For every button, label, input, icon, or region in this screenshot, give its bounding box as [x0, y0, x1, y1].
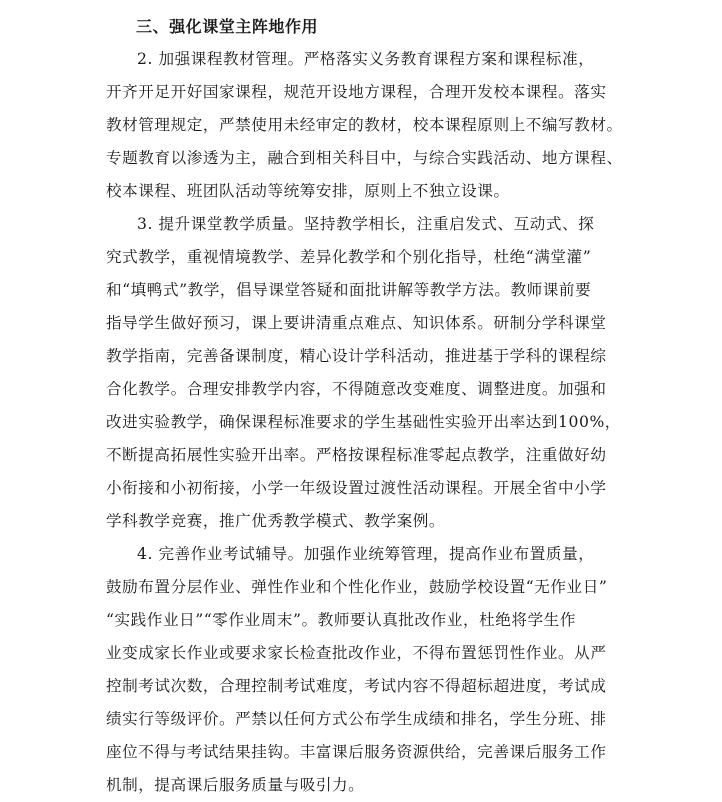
paragraph-line: 不断提高拓展性实验开出率。严格按课程标准零起点教学，注重做好幼 [106, 446, 607, 464]
paragraph-line: 控制考试次数，合理控制考试难度，考试内容不得超标超进度，考试成 [106, 677, 607, 695]
paragraph-4 [106, 538, 628, 802]
paragraph-line: 3. 提升课堂教学质量。坚持教学相长，注重启发式、互动式、探 [137, 215, 595, 233]
paragraph-2 [106, 43, 628, 208]
document-body [106, 10, 628, 802]
paragraph-line: 指导学生做好预习，课上要讲清重点难点、知识体系。研制分学科课堂 [106, 314, 607, 332]
paragraph-line: 机制，提高课后服务质量与吸引力。 [106, 776, 365, 794]
paragraph-line: 小衔接和小初衔接，小学一年级设置过渡性活动课程。开展全省中小学 [106, 479, 607, 497]
paragraph-line: 业变成家长作业或要求家长检查批改作业，不得布置惩罚性作业。从严 [106, 644, 607, 662]
paragraph-line: 鼓励布置分层作业、弹性作业和个性化作业，鼓励学校设置“无作业日” [106, 578, 608, 596]
paragraph-line: 座位不得与考试结果挂钩。丰富课后服务资源供给，完善课后服务工作 [106, 743, 607, 761]
paragraph-line: 学科教学竞赛，推广优秀教学模式、教学案例。 [106, 512, 446, 530]
paragraph-line: 教学指南，完善备课制度，精心设计学科活动，推进基于学科的课程综 [106, 347, 607, 365]
paragraph-line: 4. 完善作业考试辅导。加强作业统筹管理，提高作业布置质量， [137, 545, 595, 563]
paragraph-line: 和“填鸭式”教学，倡导课堂答疑和面批讲解等教学方法。教师课前要 [106, 281, 592, 299]
paragraph-3 [106, 208, 628, 538]
paragraph-line: 2. 加强课程教材管理。严格落实义务教育课程方案和课程标准， [137, 50, 595, 68]
paragraph-line: 绩实行等级评价。严禁以任何方式公布学生成绩和排名，学生分班、排 [106, 710, 607, 728]
paragraph-line: 究式教学，重视情境教学、差异化教学和个别化指导，杜绝“满堂灌” [106, 248, 592, 266]
paragraph-line: 专题教育以渗透为主，融合到相关科目中，与综合实践活动、地方课程、 [106, 149, 623, 167]
paragraph-line: 改进实验教学，确保课程标准要求的学生基础性实验开出率达到100%， [106, 413, 621, 431]
section-heading: 三、强化课堂主阵地作用 [136, 17, 319, 36]
paragraph-line: “实践作业日”“零作业周末”。教师要认真批改作业，杜绝将学生作 [106, 611, 576, 629]
paragraph-line: 教材管理规定，严禁使用未经审定的教材，校本课程原则上不编写教材。 [106, 116, 623, 134]
paragraph-line: 开齐开足开好国家课程，规范开设地方课程，合理开发校本课程。落实 [106, 83, 607, 101]
paragraph-line: 校本课程、班团队活动等统筹安排，原则上不独立设课。 [106, 182, 510, 200]
paragraph-line: 合化教学。合理安排教学内容，不得随意改变难度、调整进度。加强和 [106, 380, 607, 398]
